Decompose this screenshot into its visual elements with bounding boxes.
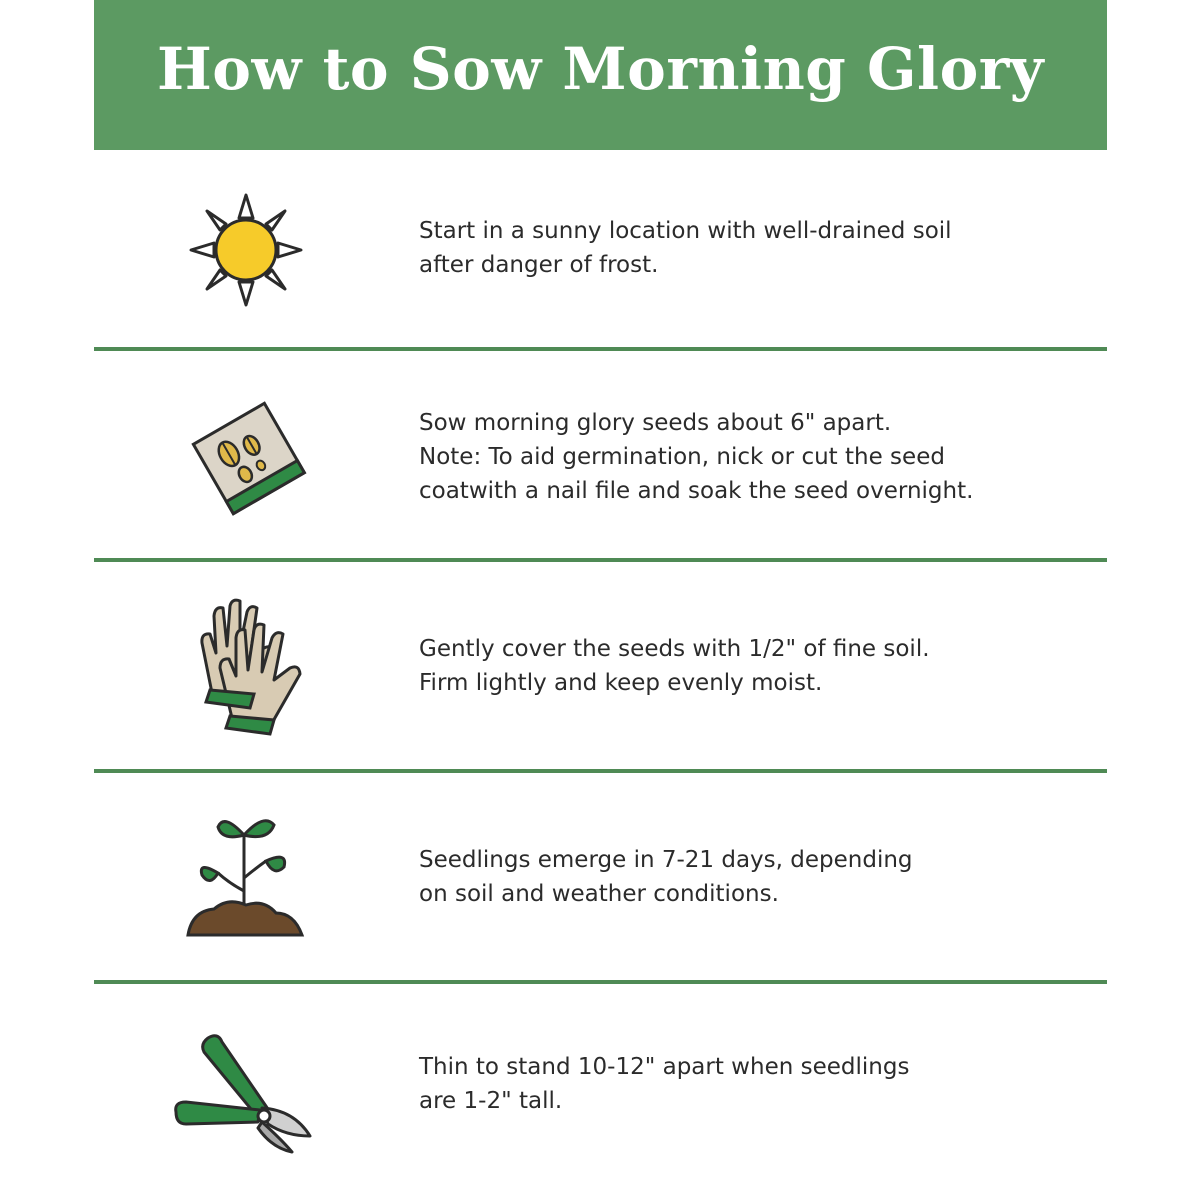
step-text-3: Gently cover the seeds with 1/2" of fine soil. Firm lightly and keep evenly moist.: [419, 636, 930, 696]
seed-packet-icon: [186, 399, 311, 523]
gloves-icon: [192, 598, 312, 742]
step-row-5: [94, 984, 1107, 1200]
step-row-3: [94, 562, 1107, 769]
step-row-2: [94, 351, 1107, 558]
sowing-guide-card: [94, 0, 1107, 1200]
step-text-1: Start in a sunny location with well-drained soil after danger of frost.: [419, 218, 952, 278]
title-banner: [94, 0, 1107, 150]
pruning-shears-icon: [174, 1028, 319, 1162]
step-text-5: Thin to stand 10-12" apart when seedlings are 1-2" tall.: [419, 1054, 910, 1114]
step-row-1: [94, 150, 1107, 348]
page-title: How to Sow Morning Glory: [156, 35, 1045, 103]
step-row-4: [94, 773, 1107, 980]
step-text-4: Seedlings emerge in 7-21 days, depending on soil and weather conditions.: [419, 847, 913, 907]
step-text-2: Sow morning glory seeds about 6" apart. Note: To aid germination, nick or cut the seed coatwith a nail file and soak the seed overnight.: [419, 410, 974, 504]
seedling-icon: [184, 813, 308, 947]
sun-icon: [186, 190, 306, 314]
